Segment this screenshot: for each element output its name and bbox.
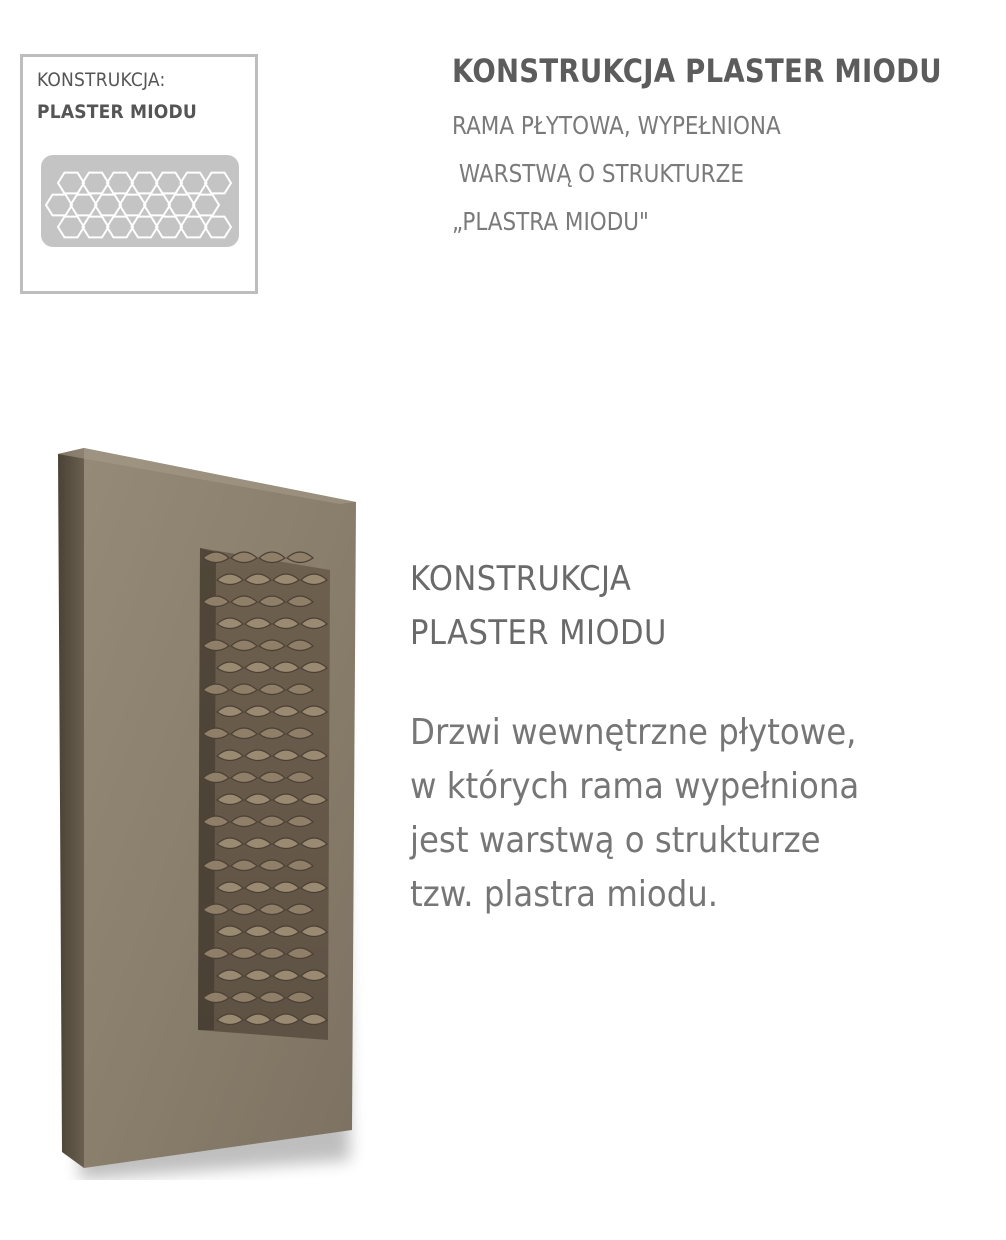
- honeycomb-cell: [58, 173, 84, 194]
- badge-value: PLASTER MIODU: [37, 101, 197, 123]
- honeycomb-cell: [71, 195, 97, 216]
- badge-label: KONSTRUKCJA:: [37, 69, 166, 91]
- honeycomb-cell: [83, 217, 109, 238]
- honeycomb-cell: [193, 195, 219, 216]
- top-description: RAMA PŁYTOWA, WYPEŁNIONA WARSTWĄ O STRUKTURZE „PLASTRA MIODU": [452, 111, 781, 236]
- honeycomb-cell: [107, 217, 133, 238]
- honeycomb-door-panel-illustration: [40, 440, 380, 1180]
- section-heading: KONSTRUKCJA PLASTER MIODU: [410, 559, 667, 653]
- honeycomb-cell: [46, 195, 72, 216]
- honeycomb-icon: [41, 155, 239, 247]
- top-heading: KONSTRUKCJA PLASTER MIODU: [452, 52, 942, 90]
- honeycomb-cell: [181, 217, 207, 238]
- door-side-edge: [58, 448, 84, 1168]
- honeycomb-cell: [205, 217, 231, 238]
- honeycomb-cell: [132, 217, 158, 238]
- honeycomb-cell: [156, 173, 182, 194]
- section-description: Drzwi wewnętrzne płytowe, w których rama wypełniona jest warstwą o strukturze tzw. plastra miodu.: [410, 712, 860, 915]
- honeycomb-cell: [169, 195, 195, 216]
- honeycomb-cell: [107, 173, 133, 194]
- honeycomb-cell: [144, 195, 170, 216]
- honeycomb-cell: [205, 173, 231, 194]
- honeycomb-cell: [132, 173, 158, 194]
- honeycomb-cell: [58, 217, 84, 238]
- honeycomb-cell: [83, 173, 109, 194]
- honeycomb-cell: [95, 195, 121, 216]
- honeycomb-cell: [181, 173, 207, 194]
- honeycomb-cell: [120, 195, 146, 216]
- construction-badge: [20, 54, 258, 294]
- honeycomb-cell: [156, 217, 182, 238]
